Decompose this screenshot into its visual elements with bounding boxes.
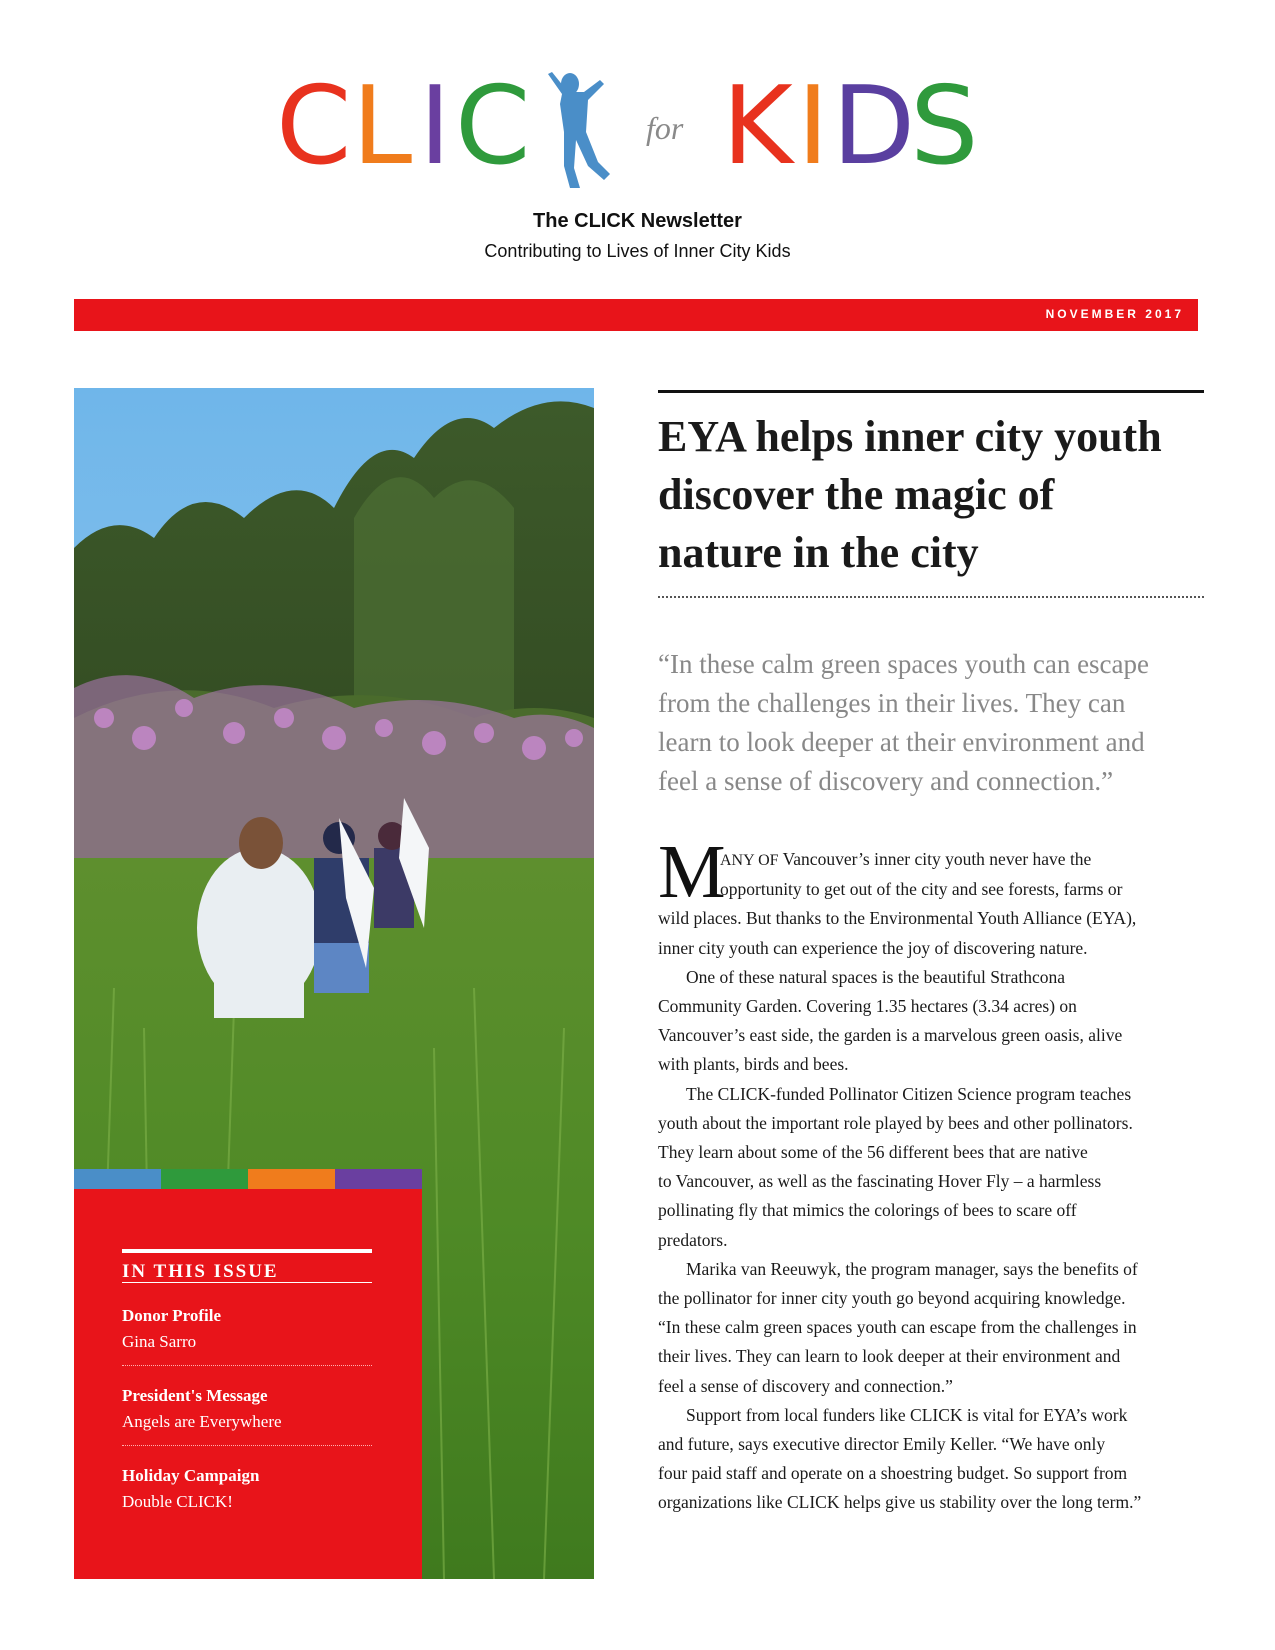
lead-line-rest: Vancouver’s inner city youth never have the bbox=[778, 849, 1092, 869]
body-line: and future, says executive director Emily Keller. “We have only bbox=[658, 1434, 1106, 1455]
body-line: wild places. But thanks to the Environmental Youth Alliance (EYA), bbox=[658, 908, 1137, 929]
body-line: Community Garden. Covering 1.35 hectares (3.34 acres) on bbox=[658, 996, 1077, 1017]
body-line: inner city youth can experience the joy of discovering nature. bbox=[658, 937, 1088, 958]
color-stripes bbox=[74, 1169, 422, 1189]
logo-letter-c2: C bbox=[455, 64, 531, 189]
newsletter-tagline: Contributing to Lives of Inner City Kids bbox=[484, 241, 791, 261]
toc-item-donor-profile[interactable] bbox=[122, 1303, 372, 1355]
logo-letter-c: C bbox=[276, 64, 352, 189]
pull-quote bbox=[658, 645, 1208, 801]
body-line: to Vancouver, as well as the fascinating Hover Fly – a harmless bbox=[658, 1171, 1102, 1192]
body-line: Support from local funders like CLICK is vital for EYA’s work bbox=[686, 1404, 1128, 1425]
logo-letter-k: K bbox=[722, 64, 793, 189]
body-line: “In these calm green spaces youth can escape from the challenges in bbox=[658, 1317, 1137, 1338]
body-line: their lives. They can learn to look deeper at their environment and bbox=[658, 1346, 1121, 1367]
lead-smallcaps: ANY OF bbox=[720, 852, 779, 869]
jumping-kid-icon bbox=[540, 70, 624, 190]
pull-quote-line: feel a sense of discovery and connection.” bbox=[658, 766, 1114, 796]
stripe-orange bbox=[248, 1169, 335, 1189]
issue-date: NOVEMBER 2017 bbox=[1045, 307, 1184, 321]
pull-quote-line: learn to look deeper at their environment and bbox=[658, 727, 1145, 757]
heading-rule-top bbox=[122, 1249, 372, 1253]
stripe-green bbox=[161, 1169, 248, 1189]
toc-item-title: President's Message bbox=[122, 1386, 268, 1405]
headline-line: discover the magic of bbox=[658, 470, 1055, 519]
issue-date-bar bbox=[74, 299, 1198, 331]
click-for-kids-logo bbox=[0, 64, 1275, 190]
body-line: organizations like CLICK helps give us stability over the long term.” bbox=[658, 1492, 1142, 1513]
toc-item-subtitle: Double CLICK! bbox=[122, 1492, 233, 1511]
body-line: four paid staff and operate on a shoestring budget. So support from bbox=[658, 1463, 1128, 1484]
toc-item-title: Holiday Campaign bbox=[122, 1466, 260, 1485]
body-line: the pollinator for inner city youth go beyond acquiring knowledge. bbox=[658, 1288, 1126, 1309]
body-line: The CLICK-funded Pollinator Citizen Science program teaches bbox=[686, 1083, 1132, 1104]
article-body bbox=[658, 845, 1218, 1518]
pull-quote-line: from the challenges in their lives. They can bbox=[658, 688, 1126, 718]
body-line: pollinating fly that mimics the colorings of bees to scare off bbox=[658, 1200, 1077, 1221]
body-line: One of these natural spaces is the beautiful Strathcona bbox=[686, 966, 1066, 987]
body-line: predators. bbox=[658, 1229, 728, 1250]
stripe-purple bbox=[335, 1169, 422, 1189]
body-line: Marika van Reeuwyk, the program manager, says the benefits of bbox=[686, 1258, 1138, 1279]
heading-rule-bottom bbox=[122, 1282, 372, 1283]
headline-top-rule bbox=[658, 390, 1204, 393]
logo-letter-l: L bbox=[352, 64, 413, 189]
toc-item-presidents-message[interactable] bbox=[122, 1383, 372, 1435]
logo-letter-i2: I bbox=[797, 64, 829, 189]
stripe-blue bbox=[74, 1169, 161, 1189]
body-line bbox=[658, 845, 1218, 875]
newsletter-title: The CLICK Newsletter bbox=[533, 210, 742, 232]
toc-divider bbox=[122, 1365, 372, 1366]
logo-letter-s: S bbox=[910, 64, 979, 189]
headline-line: EYA helps inner city youth bbox=[658, 412, 1162, 461]
drop-cap: M bbox=[658, 830, 726, 914]
logo-letter-i: I bbox=[419, 64, 451, 189]
logo-for-text: for bbox=[646, 110, 684, 146]
toc-divider bbox=[122, 1445, 372, 1446]
body-line: feel a sense of discovery and connection.” bbox=[658, 1375, 953, 1396]
body-line: opportunity to get out of the city and see forests, farms or bbox=[720, 879, 1123, 900]
body-line: Vancouver’s east side, the garden is a marvelous green oasis, alive bbox=[658, 1025, 1123, 1046]
logo-letter-d: D bbox=[832, 64, 916, 189]
pull-quote-line: “In these calm green spaces youth can escape bbox=[658, 649, 1150, 679]
headline-dotted-rule bbox=[658, 596, 1204, 598]
headline-line: nature in the city bbox=[658, 528, 979, 577]
body-line: with plants, birds and bees. bbox=[658, 1054, 849, 1075]
toc-item-subtitle: Angels are Everywhere bbox=[122, 1412, 282, 1431]
body-line: youth about the important role played by bees and other pollinators. bbox=[658, 1112, 1133, 1133]
in-this-issue-heading: IN THIS ISSUE bbox=[122, 1261, 279, 1282]
article-headline bbox=[658, 408, 1208, 582]
body-line: They learn about some of the 56 different bees that are native bbox=[658, 1142, 1088, 1163]
in-this-issue-panel bbox=[74, 1169, 422, 1579]
toc-item-holiday-campaign[interactable] bbox=[122, 1463, 372, 1515]
toc-item-title: Donor Profile bbox=[122, 1306, 221, 1325]
toc-item-subtitle: Gina Sarro bbox=[122, 1332, 197, 1351]
